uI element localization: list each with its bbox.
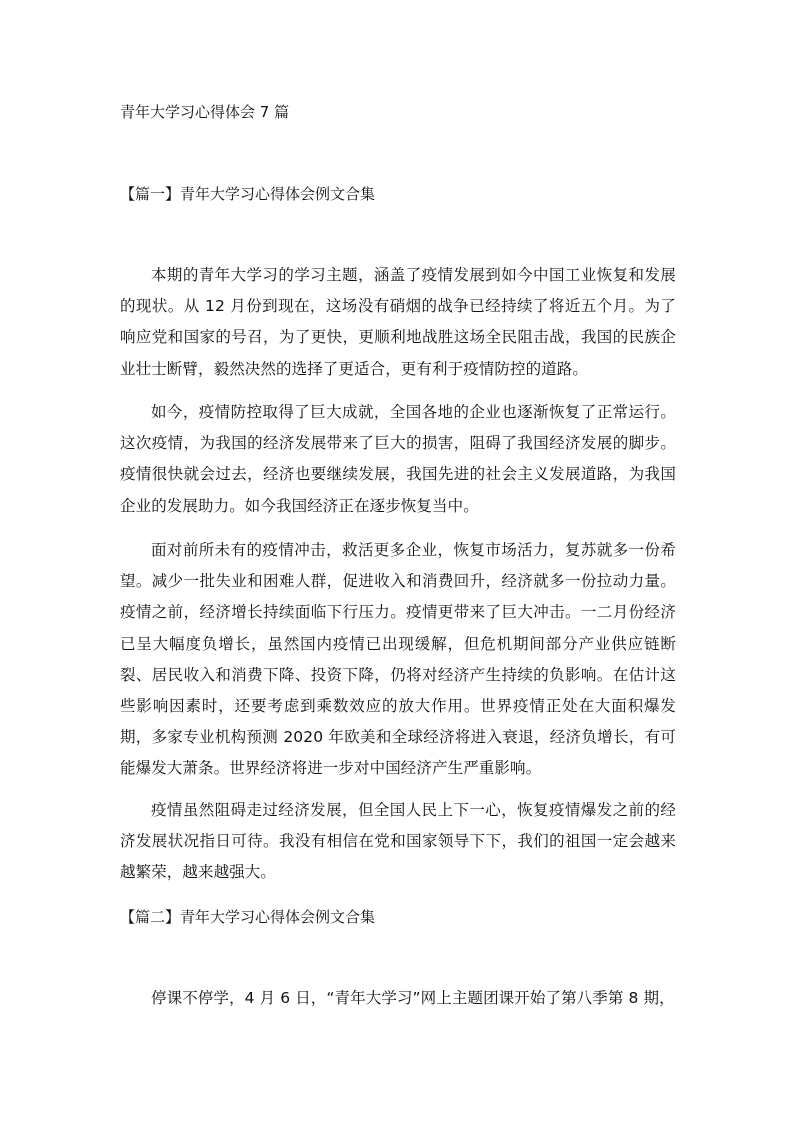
document-title: 青年大学习心得体会 7 篇: [120, 103, 290, 121]
section-heading-2: 【篇二】青年大学习心得体会例文合集: [120, 908, 376, 926]
paragraph: 如今，疫情防控取得了巨大成就，全国各地的企业也逐渐恢复了正常运行。这次疫情，为我国的经济发展带来了巨大的损害，阻碍了我国经济发展的脚步。疫情很快就会过去，经济也要继续发展，我国先进的社会主义发展道路，为我国企业的发展助力。如今我国经济正在逐步恢复当中。: [120, 403, 676, 515]
paragraph: 本期的青年大学习的学习主题，涵盖了疫情发展到如今中国工业恢复和发展的现状。从 12 月份到现在，这场没有硝烟的战争已经持续了将近五个月。为了响应党和国家的号召，为了更快，更顺利地战胜这场全民阻击战，我国的民族企业壮士断臂，毅然决然的选择了更适合，更有利于疫情防控的道路。: [120, 266, 676, 378]
section-heading-1: 【篇一】青年大学习心得体会例文合集: [120, 185, 376, 203]
paragraph: 面对前所未有的疫情冲击，救活更多企业，恢复市场活力，复苏就多一份希望。减少一批失业和困难人群，促进收入和消费回升，经济就多一份拉动力量。疫情之前，经济增长持续面临下行压力。疫情更带来了巨大冲击。一二月份经济已呈大幅度负增长，虽然国内疫情已出现缓解，但危机期间部分产业供应链断裂、居民收入和消费下降、投资下降，仍将对经济产生持续的负影响。在估计这些影响因素时，还要考虑到乘数效应的放大作用。世界疫情正处在大面积爆发期，多家专业机构预测 2020 年欧美和全球经济将进入衰退，经济负增长，有可能爆发大萧条。世界经济将进一步对中国经济产生严重影响。: [120, 541, 676, 778]
paragraph: 停课不停学，4 月 6 日，“青年大学习”网上主题团课开始了第八季第 8 期，: [151, 989, 675, 1007]
paragraph: 疫情虽然阻碍走过经济发展，但全国人民上下一心，恢复疫情爆发之前的经济发展状况指日可待。我没有相信在党和国家领导下下，我们的祖国一定会越来越繁荣，越来越强大。: [120, 801, 676, 882]
